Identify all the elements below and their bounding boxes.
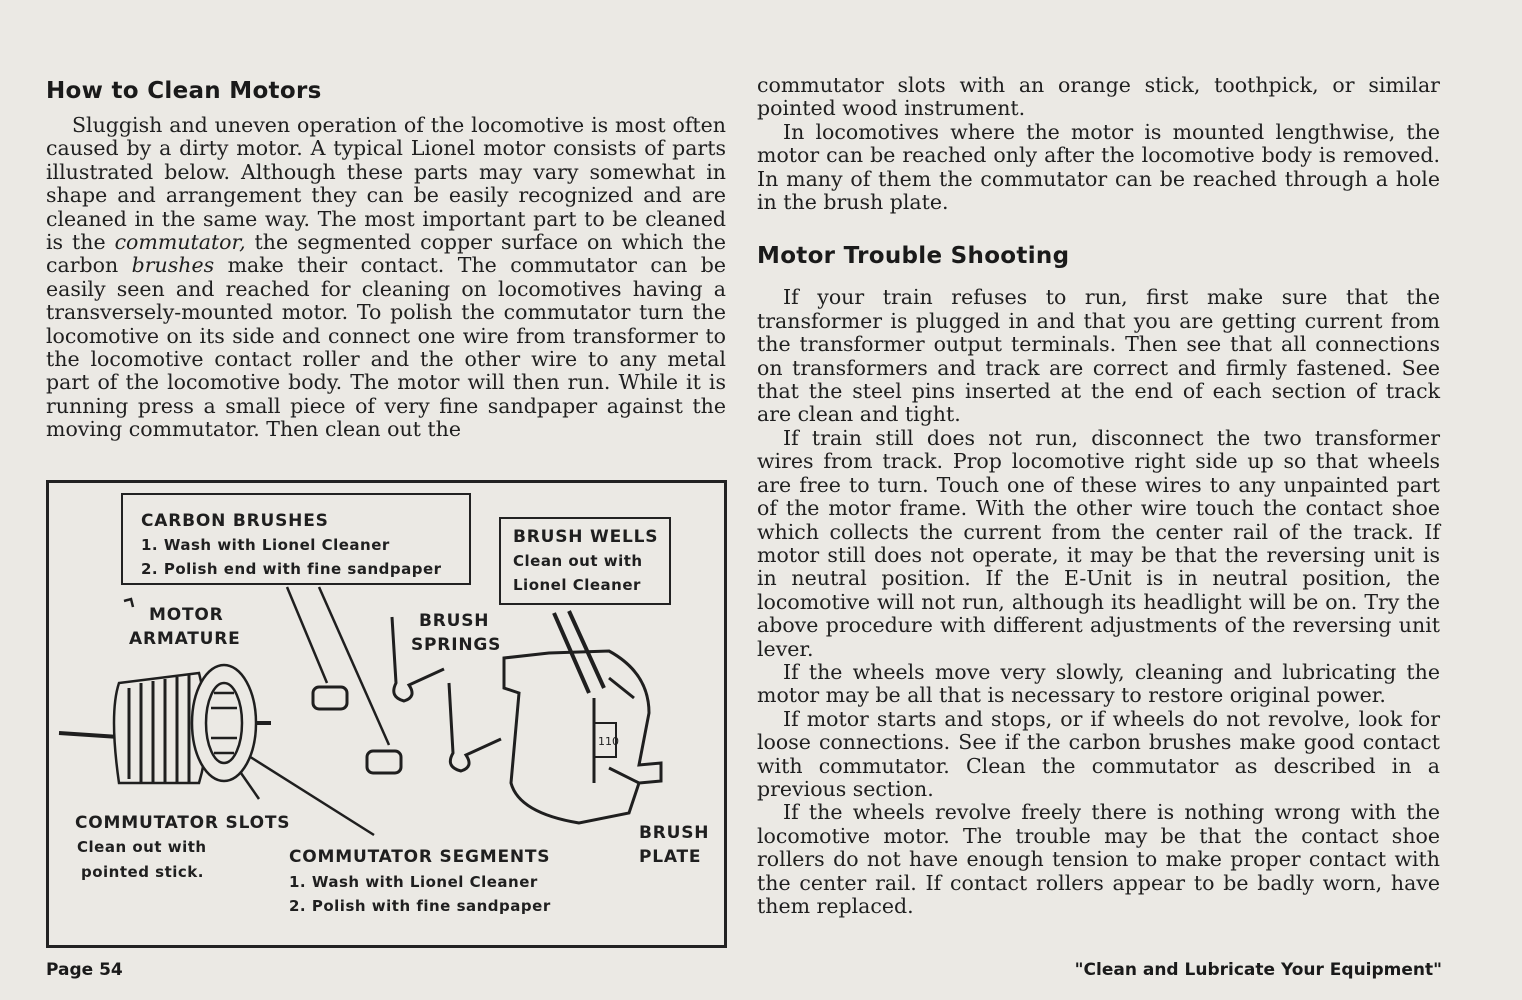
plate-number: 110 [598, 735, 619, 748]
paragraph-text: make their contact. The commutator can be easily seen and reached for cleaning on locomotives having a transversely-mounted motor. To polish the commutator turn the locomotive on its side and connect one wire from transformer to the locomotive contact roller and the other wire to any metal part of the locomotive body. The motor will then run. While it is running press a small piece of very fine sandpaper against the moving commutator. Then clean out the [46, 253, 726, 442]
brush-springs-label-2: SPRINGS [411, 635, 502, 655]
paragraph-continued: commutator slots with an orange stick, toothpick, or similar pointed wood instrument. [757, 73, 1440, 121]
brush-wells-line-1: Clean out with [513, 552, 643, 570]
commutator-segments-title: COMMUTATOR SEGMENTS [289, 847, 551, 867]
paragraph-trouble-3: If the wheels move very slowly, cleaning and lubricating the motor may be all that is necessary to restore original power. [757, 659, 1440, 708]
paragraph-text: the segmented copper surface on which the carbon [46, 230, 726, 278]
emphasis-brushes: brushes [131, 253, 215, 278]
left-column [46, 74, 726, 442]
motor-armature-label-1: MOTOR [149, 605, 224, 625]
carbon-brushes-title: CARBON BRUSHES [141, 511, 329, 531]
commutator-slots-line-2: pointed stick. [81, 863, 204, 881]
page-number: Page 54 [46, 960, 123, 980]
carbon-brush-2 [367, 751, 401, 773]
motor-diagram [46, 480, 727, 948]
brush-spring-2 [449, 683, 501, 771]
carbon-brushes-step-2: 2. Polish end with fine sandpaper [141, 560, 442, 578]
pointer-carbon-brush-2 [319, 587, 389, 745]
right-column [757, 74, 1440, 918]
footer-slogan: "Clean and Lubricate Your Equipment" [1074, 960, 1442, 980]
section-heading-clean-motors: How to Clean Motors [46, 78, 322, 104]
paragraph-trouble-2: If train still does not run, disconnect the two transformer wires from track. Prop locomotive right side up so that wheels are free to turn. Touch one of these wires to any unpainted part of the motor frame. With the other wire touch the contact shoe which collects the current from the center rail of the track. If motor still does not operate, it may be that the reversing unit is in neutral position. If the E-Unit is in neutral position, the locomotive will not run, although its headlight will be on. Try the above procedure with different adjustments of the reversing unit lever. [757, 425, 1440, 661]
carbon-brushes-callout [121, 493, 471, 585]
brush-plate-label-1: BRUSH [639, 823, 710, 843]
section-heading-trouble-shooting: Motor Trouble Shooting [757, 243, 1070, 270]
pointer-carbon-brush-1 [287, 587, 327, 683]
paragraph-trouble-4: If motor starts and stops, or if wheels do not revolve, look for loose connections. See if the carbon brushes make good contact with commutator. Clean the commutator as described in a previous section. [757, 706, 1440, 801]
brush-wells-line-2: Lionel Cleaner [513, 576, 641, 594]
emphasis-commutator: commutator, [114, 230, 246, 255]
brush-wells-callout [499, 517, 671, 605]
commutator-segments-step-2: 2. Polish with fine sandpaper [289, 897, 551, 915]
motor-armature-label-2: ARMATURE [129, 629, 241, 649]
paragraph-lengthwise-motor: In locomotives where the motor is mounted lengthwise, the motor can be reached only after the locomotive body is removed. In many of them the commutator can be reached through a hole in the brush plate. [757, 119, 1440, 215]
commutator-slots-line-1: Clean out with [77, 838, 207, 856]
commutator-segments-step-1: 1. Wash with Lionel Cleaner [289, 873, 538, 891]
commutator-slots-title: COMMUTATOR SLOTS [75, 813, 291, 833]
brush-springs-label-1: BRUSH [419, 611, 490, 631]
paragraph-clean-motors [46, 114, 726, 442]
paragraph-trouble-5: If the wheels revolve freely there is nothing wrong with the locomotive motor. The trouble may be that the contact shoe rollers do not have enough tension to make proper contact with the center rail. If contact rollers appear to be badly worn, have them replaced. [757, 800, 1440, 918]
brush-plate-label-2: PLATE [639, 847, 702, 867]
carbon-brushes-step-1: 1. Wash with Lionel Cleaner [141, 536, 390, 554]
paragraph-text: Sluggish and uneven operation of the locomotive is most often caused by a dirty motor. A typical Lionel motor consists of parts illustrated below. Although these parts may vary somewhat in shape and arrangement they can be easily recognized and are cleaned in the same way. The most important part to be cleaned is the [46, 113, 726, 255]
brush-wells-title: BRUSH WELLS [513, 527, 659, 547]
carbon-brush-1 [313, 687, 347, 709]
paragraph-trouble-1: If your train refuses to run, first make sure that the transformer is plugged in and that you are getting current from the transformer output terminals. Then see that all connections on transformers and track are correct and firmly fastened. See that the steel pins inserted at the end of each section of track are clean and tight. [757, 285, 1440, 427]
